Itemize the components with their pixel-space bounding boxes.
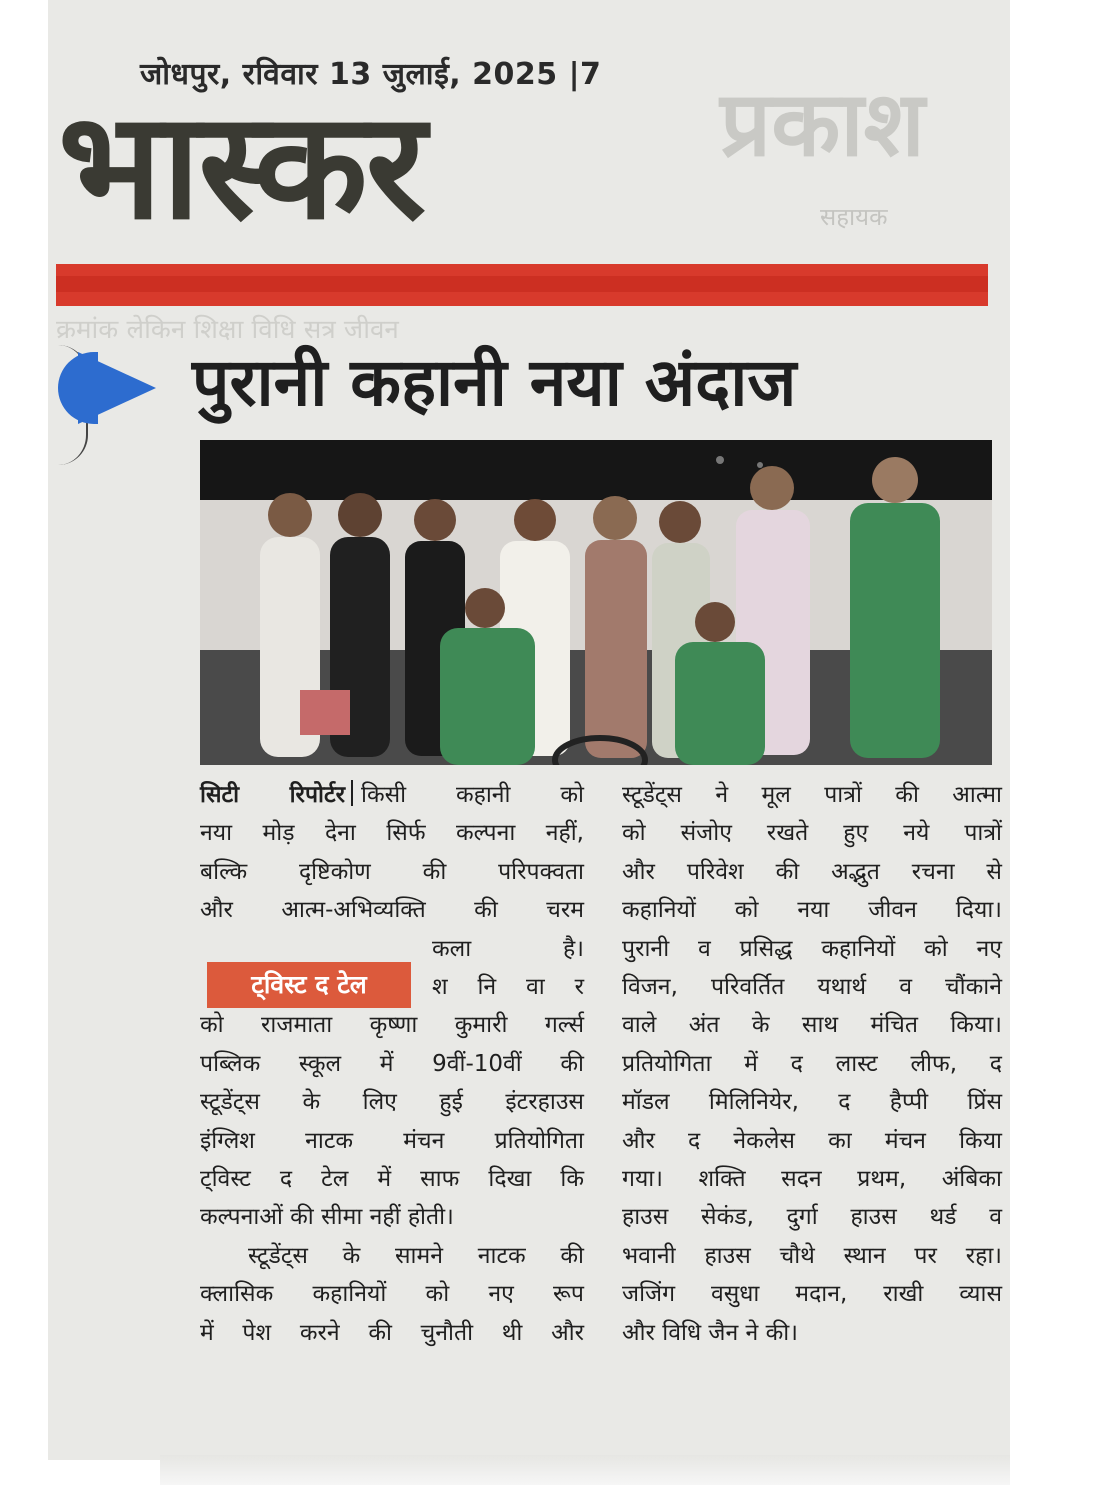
article-line: और द नेकलेस का मंचन किया [622, 1127, 1002, 1154]
article-line: इंग्लिश नाटक मंचन प्रतियोगिता [200, 1127, 584, 1154]
article-line: बल्कि दृष्टिकोण की परिपक्वता [200, 858, 584, 885]
article-line: को संजोए रखते हुए नये पात्रों [622, 820, 1002, 847]
dateline: जोधपुर, रविवार 13 जुलाई, 2025 |7 [140, 57, 602, 92]
bleed-through-strip: क्रमांक लेकिन शिक्षा विधि सत्र जीवन [56, 315, 399, 345]
masthead-red-band-shade [56, 276, 988, 292]
bleed-through-subtext: सहायक [820, 203, 888, 231]
arrow-pointer-icon [78, 352, 156, 424]
byline: सिटी रिपोर्टर [200, 782, 345, 808]
section-tag: ट्विस्ट द टेल [207, 962, 411, 1008]
article-line: भवानी हाउस चौथे स्थान पर रहा। [622, 1242, 1002, 1269]
article-column-1 [200, 776, 584, 1352]
headline: पुरानी कहानी नया अंदाज [192, 344, 797, 421]
article-line: कहानियों को नया जीवन दिया। [622, 897, 1002, 924]
group-photo-illustration [200, 440, 992, 765]
article-line: और आत्म-अभिव्यक्ति की चरम [200, 897, 584, 924]
article-line: प्रतियोगिता में द लास्ट लीफ, द [622, 1050, 1002, 1077]
group-photo [200, 440, 992, 765]
byline-divider [351, 780, 353, 806]
masthead-logo: भास्कर [58, 80, 425, 252]
article-line: हाउस सेकंड, दुर्गा हाउस थर्ड व [622, 1204, 1002, 1231]
bleed-through-text: प्रकाश [720, 72, 925, 177]
paper-edge [160, 1455, 1010, 1485]
article-line: स्टूडेंट्स के लिए हुई इंटरहाउस [200, 1089, 584, 1116]
article-line: ट्विस्ट द टेल में साफ दिखा कि [200, 1166, 584, 1193]
article-line: स्टूडेंट्स ने मूल पात्रों की आत्मा [622, 782, 1002, 808]
article-line [200, 776, 584, 814]
article-line: क्लासिक कहानियों को नए रूप [200, 1281, 584, 1308]
article-line: कला है। [432, 935, 584, 962]
article-line: गया। शक्ति सदन प्रथम, अंबिका [622, 1166, 1002, 1193]
article-text: किसी कहानी को [360, 782, 584, 808]
article-line: पुरानी व प्रसिद्ध कहानियों को नए [622, 935, 1002, 962]
article-line: नया मोड़ देना सिर्फ कल्पना नहीं, [200, 820, 584, 847]
article-column-2 [622, 776, 1002, 1352]
article-line: को राजमाता कृष्णा कुमारी गर्ल्स [200, 1012, 584, 1039]
article-line: जजिंग वसुधा मदान, राखी व्यास [622, 1281, 1002, 1308]
article-line: मॉडल मिलिनियेर, द हैप्पी प्रिंस [622, 1089, 1002, 1116]
article-line: में पेश करने की चुनौती थी और [200, 1319, 584, 1346]
article-line: पब्लिक स्कूल में 9वीं-10वीं की [200, 1050, 584, 1077]
article-line: वाले अंत के साथ मंचित किया। [622, 1012, 1002, 1039]
article-line: विजन, परिवर्तित यथार्थ व चौंकाने [622, 974, 1002, 1001]
article-line: स्टूडेंट्स के सामने नाटक की [248, 1242, 584, 1269]
article-line: और विधि जैन ने की। [622, 1319, 798, 1346]
article-line: और परिवेश की अद्भुत रचना से [622, 858, 1002, 885]
article-line: श नि वा र [432, 974, 584, 1001]
article-line: कल्पनाओं की सीमा नहीं होती। [200, 1204, 454, 1231]
